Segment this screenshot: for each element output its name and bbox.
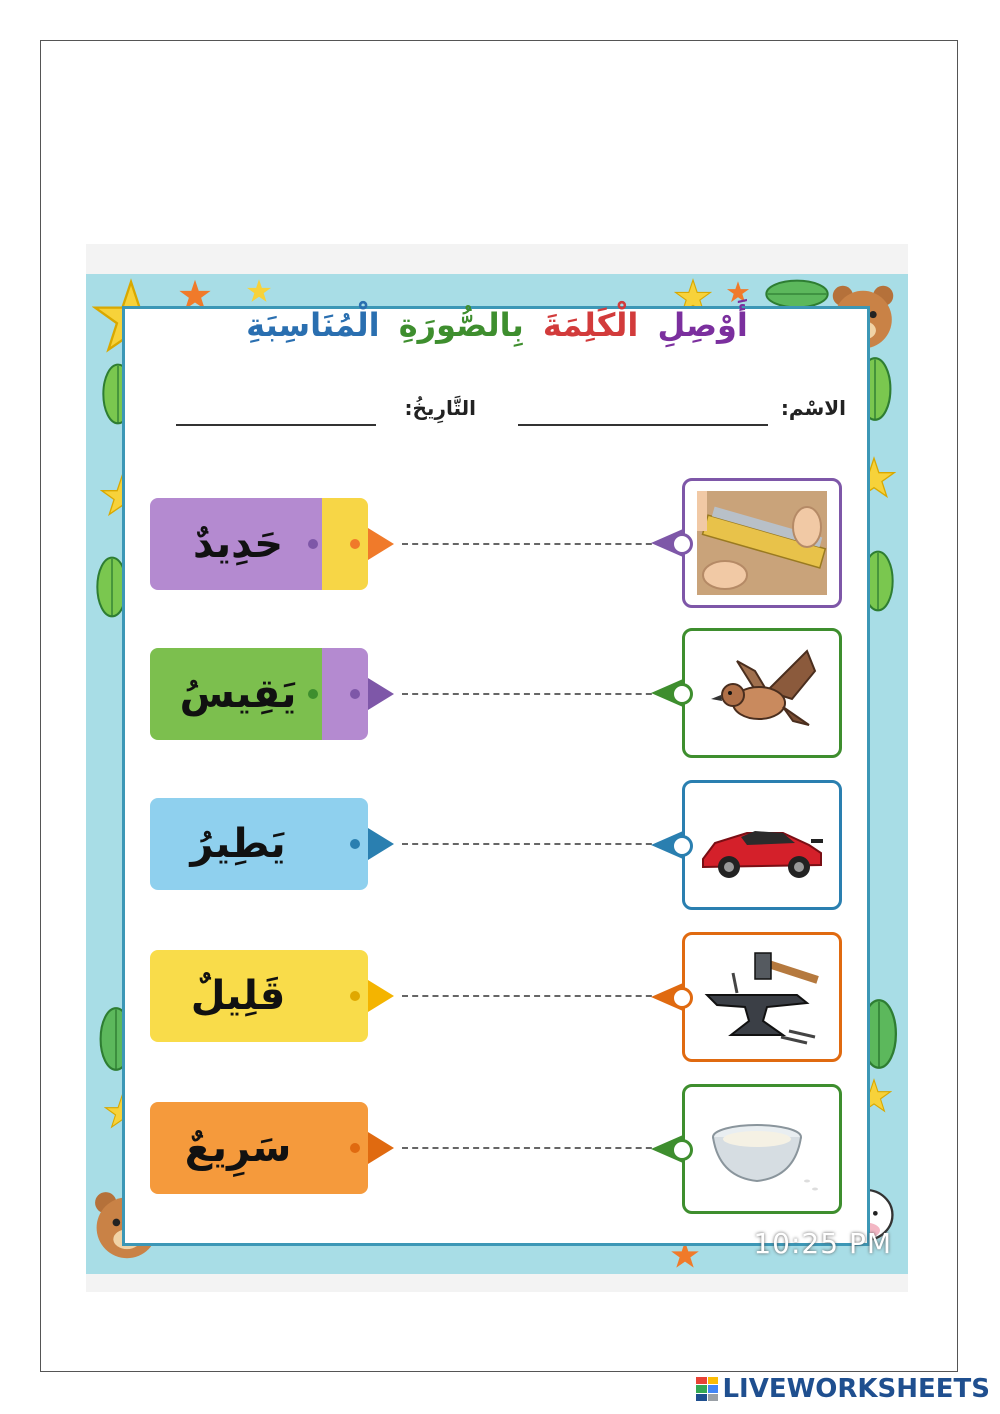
connector-ring[interactable]	[671, 987, 693, 1009]
connector-dot	[350, 689, 360, 699]
worksheet-title	[86, 306, 908, 344]
picture-card[interactable]	[682, 932, 842, 1062]
star-icon	[726, 280, 750, 304]
picture-card[interactable]	[682, 628, 842, 758]
brand-icon	[696, 1377, 718, 1401]
anvil-hammer-icon	[697, 945, 827, 1049]
connector-dot	[308, 689, 318, 699]
picture-card[interactable]	[682, 478, 842, 608]
connector-arrow	[368, 1132, 394, 1164]
connector-dot	[308, 539, 318, 549]
connector-ring[interactable]	[671, 835, 693, 857]
connector-arrow	[368, 528, 394, 560]
picture-card[interactable]	[682, 1084, 842, 1214]
star-icon	[246, 278, 272, 304]
student-info-row	[156, 396, 846, 430]
word-card[interactable]	[150, 950, 370, 1042]
name-label: الاسْم:	[780, 396, 846, 420]
word-tab	[322, 648, 368, 740]
connector-dot	[350, 839, 360, 849]
word-text: حَدِيدٌ	[150, 498, 326, 590]
connector-dot	[350, 991, 360, 1001]
liveworksheets-logo	[696, 1374, 990, 1404]
name-line[interactable]	[518, 424, 768, 426]
dashed-connector	[402, 693, 662, 695]
dashed-connector	[402, 995, 662, 997]
date-label: التَّارِيخُ:	[404, 396, 476, 420]
word-tab	[322, 798, 368, 890]
word-text: سَرِيعٌ	[150, 1102, 326, 1194]
word-tab	[322, 950, 368, 1042]
word-card[interactable]	[150, 1102, 370, 1194]
bird-flying-icon	[697, 641, 827, 745]
connector-ring[interactable]	[671, 533, 693, 555]
title-word: الْمُنَاسِبَةِ	[246, 306, 380, 344]
dashed-connector	[402, 1147, 662, 1149]
photo-timestamp: 10:25 PM	[753, 1227, 892, 1260]
ruler-measuring-icon	[697, 491, 827, 595]
worksheet-photo	[86, 244, 908, 1292]
word-tab	[322, 1102, 368, 1194]
brand-name: LIVEWORKSHEETS	[722, 1374, 990, 1404]
red-car-icon	[697, 793, 827, 897]
connector-arrow	[368, 828, 394, 860]
picture-card[interactable]	[682, 780, 842, 910]
word-card[interactable]	[150, 648, 370, 740]
dashed-connector	[402, 843, 662, 845]
connector-dot	[350, 539, 360, 549]
title-word: بِالصُّورَةِ	[398, 306, 524, 344]
title-word: الْكَلِمَةَ	[542, 306, 639, 344]
word-card[interactable]	[150, 498, 370, 590]
connector-arrow	[368, 678, 394, 710]
connector-arrow	[368, 980, 394, 1012]
word-card[interactable]	[150, 798, 370, 890]
word-text: قَلِيلٌ	[150, 950, 326, 1042]
connector-dot	[350, 1143, 360, 1153]
word-tab	[322, 498, 368, 590]
dashed-connector	[402, 543, 662, 545]
title-word: أَوْصِلِ	[657, 306, 748, 344]
connector-ring[interactable]	[671, 683, 693, 705]
connector-ring[interactable]	[671, 1139, 693, 1161]
word-text: يَطِيرُ	[150, 798, 326, 890]
bowl-rice-icon	[697, 1097, 827, 1201]
date-line[interactable]	[176, 424, 376, 426]
word-text: يَقِيسُ	[150, 648, 326, 740]
